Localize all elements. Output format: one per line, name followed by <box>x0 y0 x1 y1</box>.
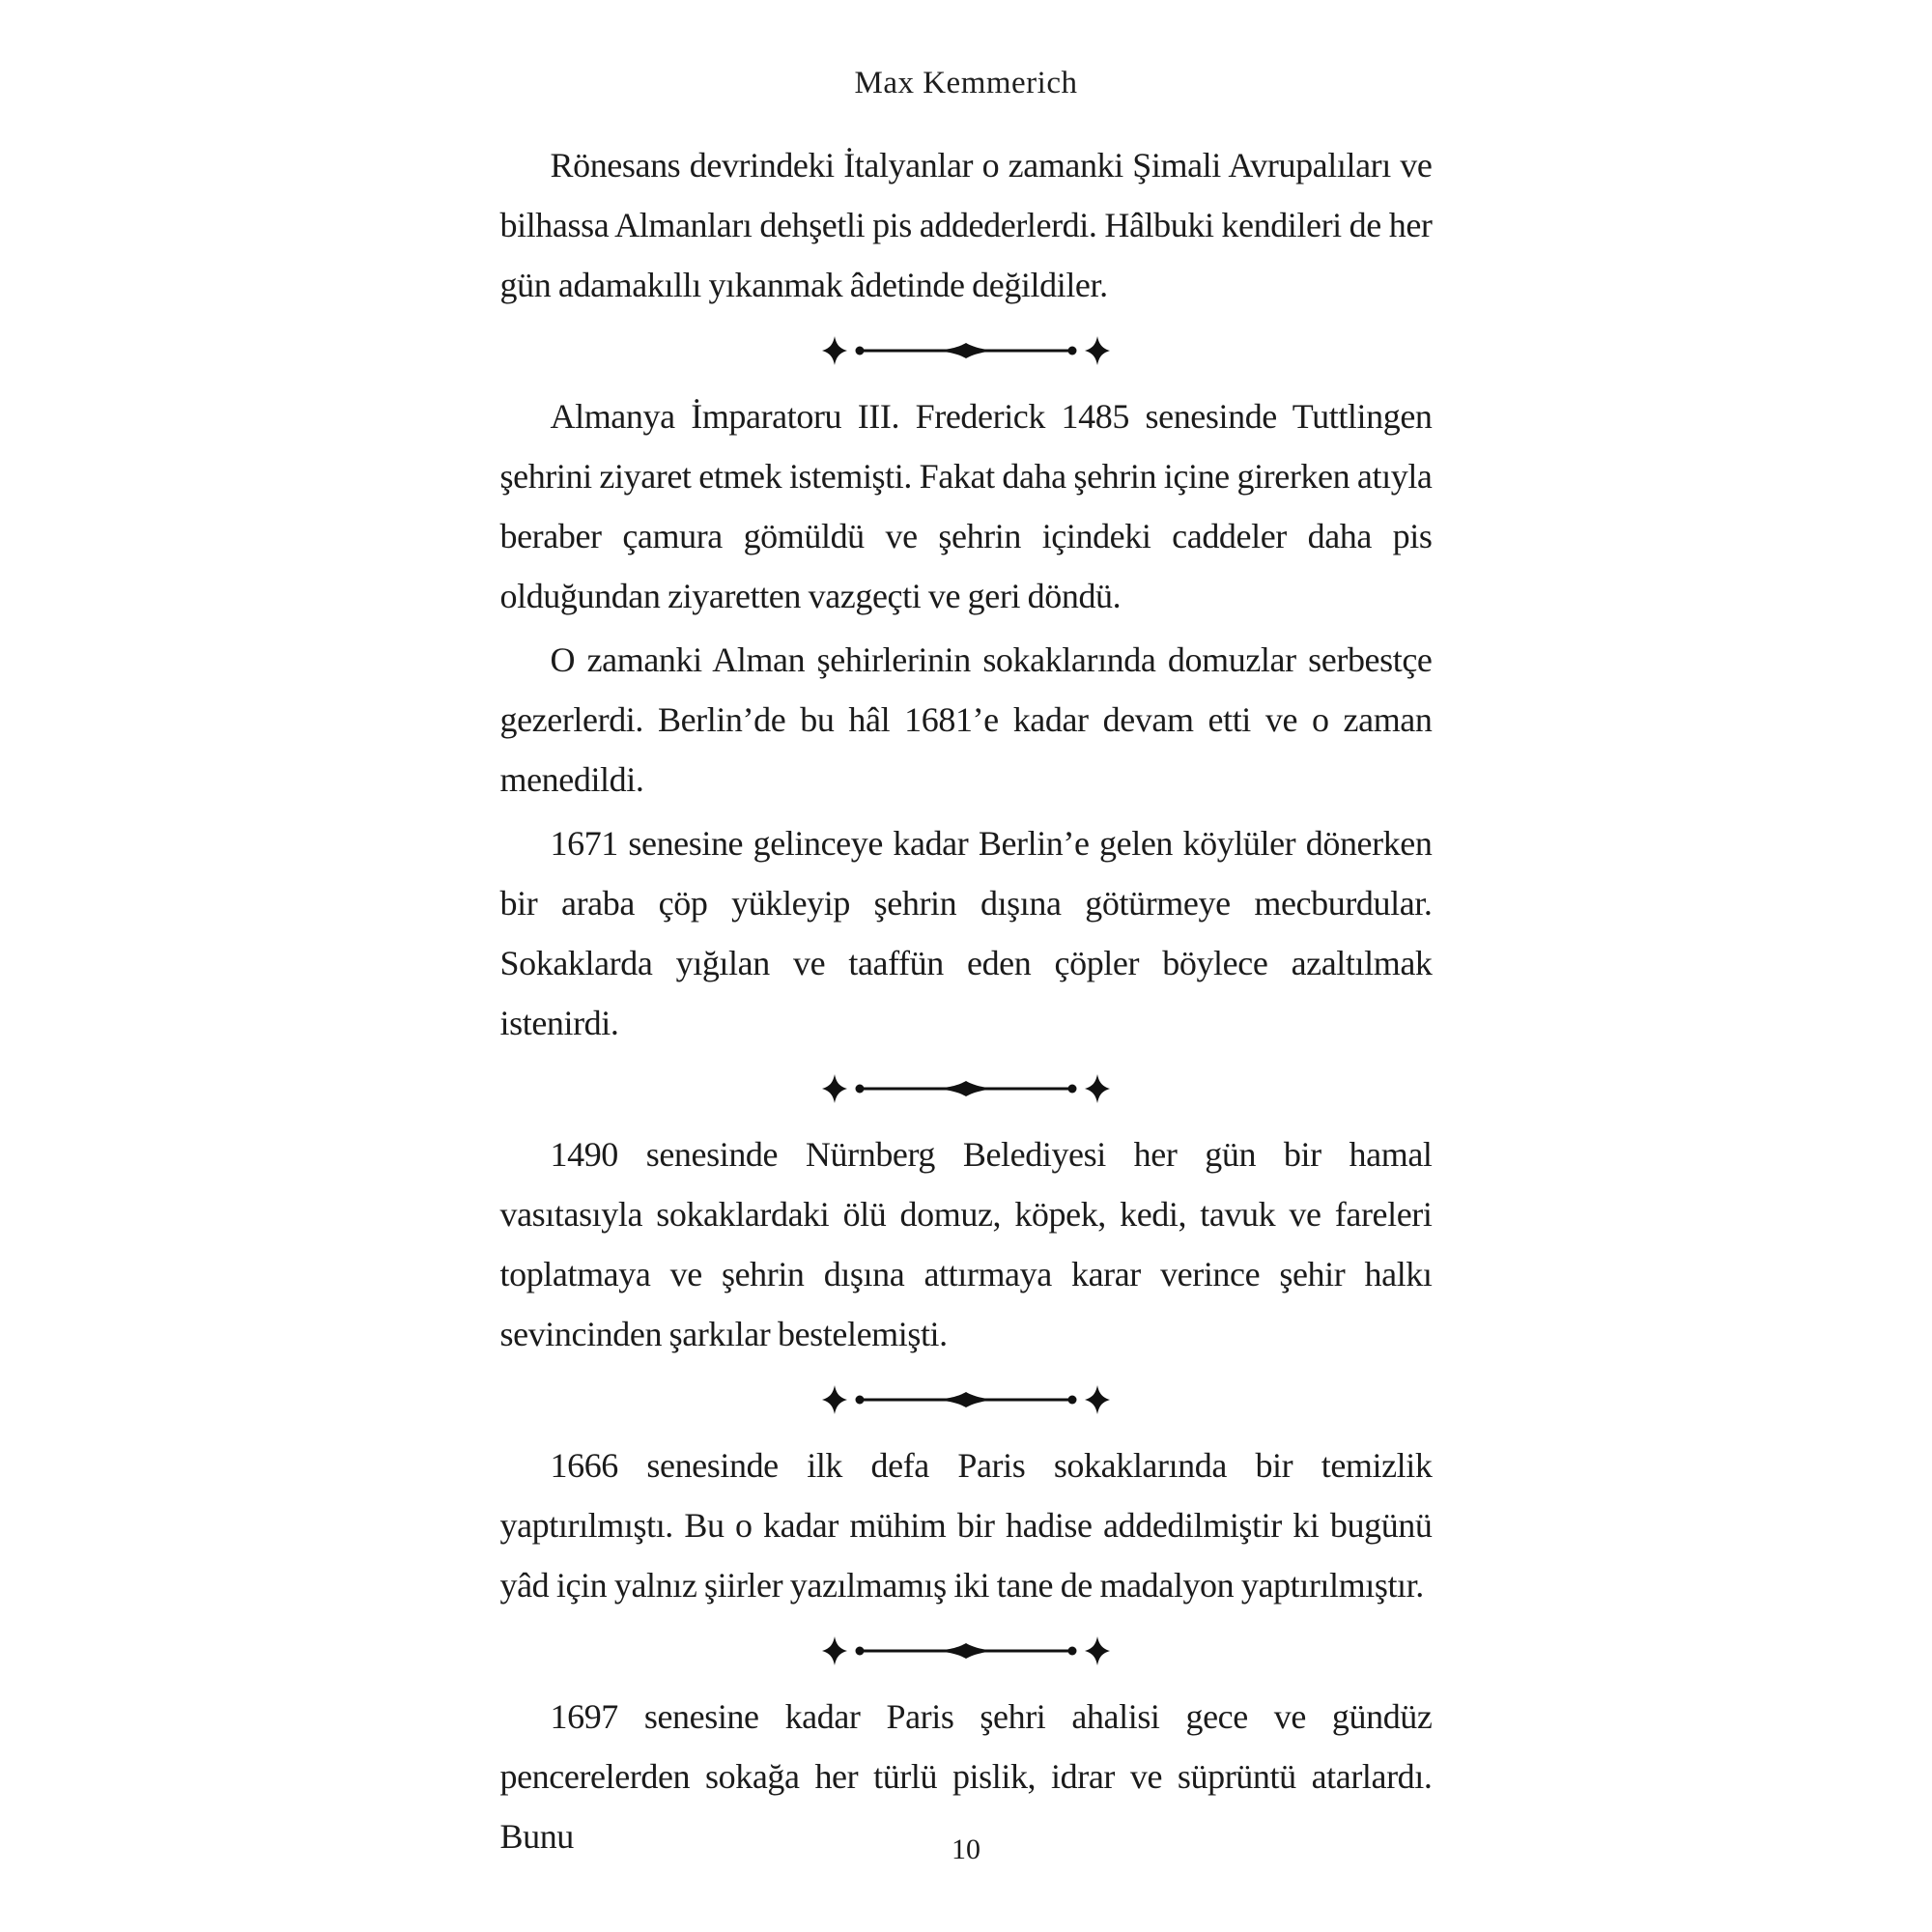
fleuron-divider-ornament <box>821 328 1111 373</box>
fleuron-divider-ornament <box>821 1629 1111 1673</box>
paragraph: Almanya İmparatoru III. Frederick 1485 senesinde Tuttlingen şehrini ziyaret etmek istemişti. Fakat daha şehrin içine girerken atıyla beraber çamura gömüldü ve şehrin içindeki caddeler daha pis olduğundan ziyaretten vazgeçti ve geri döndü. <box>499 397 1433 615</box>
page-number: 10 <box>952 1833 980 1865</box>
paragraph: Rönesans devrindeki İtalyanlar o zamanki Şimali Avrupalıları ve bilhassa Almanları dehşetli pis addederlerdi. Hâlbuki kendileri de her gün adamakıllı yıkanmak âdetinde değildiler. <box>499 146 1433 304</box>
fleuron-divider-ornament <box>821 1066 1111 1111</box>
paragraph: 1666 senesinde ilk defa Paris sokaklarında bir temizlik yaptırılmıştı. Bu o kadar mühim bir hadise addedilmiştir ki bugünü yâd için yalnız şiirler yazılmamış iki tane de madalyon yaptırılmıştır. <box>499 1446 1433 1605</box>
section-divider <box>500 1378 1433 1422</box>
paragraph: O zamanki Alman şehirlerinin sokaklarında domuzlar serbestçe gezerlerdi. Berlin’de bu hâl 1681’e kadar devam etti ve o zaman menedildi. <box>499 640 1433 799</box>
page-body <box>500 135 1433 1866</box>
fleuron-divider-ornament <box>821 1378 1111 1422</box>
paragraph: 1490 senesinde Nürnberg Belediyesi her gün bir hamal vasıtasıyla sokaklardaki ölü domuz, köpek, kedi, tavuk ve fareleri toplatmaya ve şehrin dışına attırmaya karar verince şehir halkı sevincinden şarkılar bestelemişti. <box>499 1135 1433 1353</box>
section-divider <box>500 1066 1433 1111</box>
running-header: Max Kemmerich <box>854 66 1078 100</box>
section-divider <box>500 328 1433 373</box>
paragraph: 1697 senesine kadar Paris şehri ahalisi gece ve gündüz pencerelerden sokağa her türlü pislik, idrar ve süprüntü atarlardı. Bunu <box>499 1697 1433 1856</box>
paragraph: 1671 senesine gelinceye kadar Berlin’e gelen köylüler dönerken bir araba çöp yükleyip şehrin dışına götürmeye mecburdular. Sokaklarda yığılan ve taaffün eden çöpler böylece azaltılmak istenirdi. <box>499 824 1433 1042</box>
section-divider <box>500 1629 1433 1673</box>
